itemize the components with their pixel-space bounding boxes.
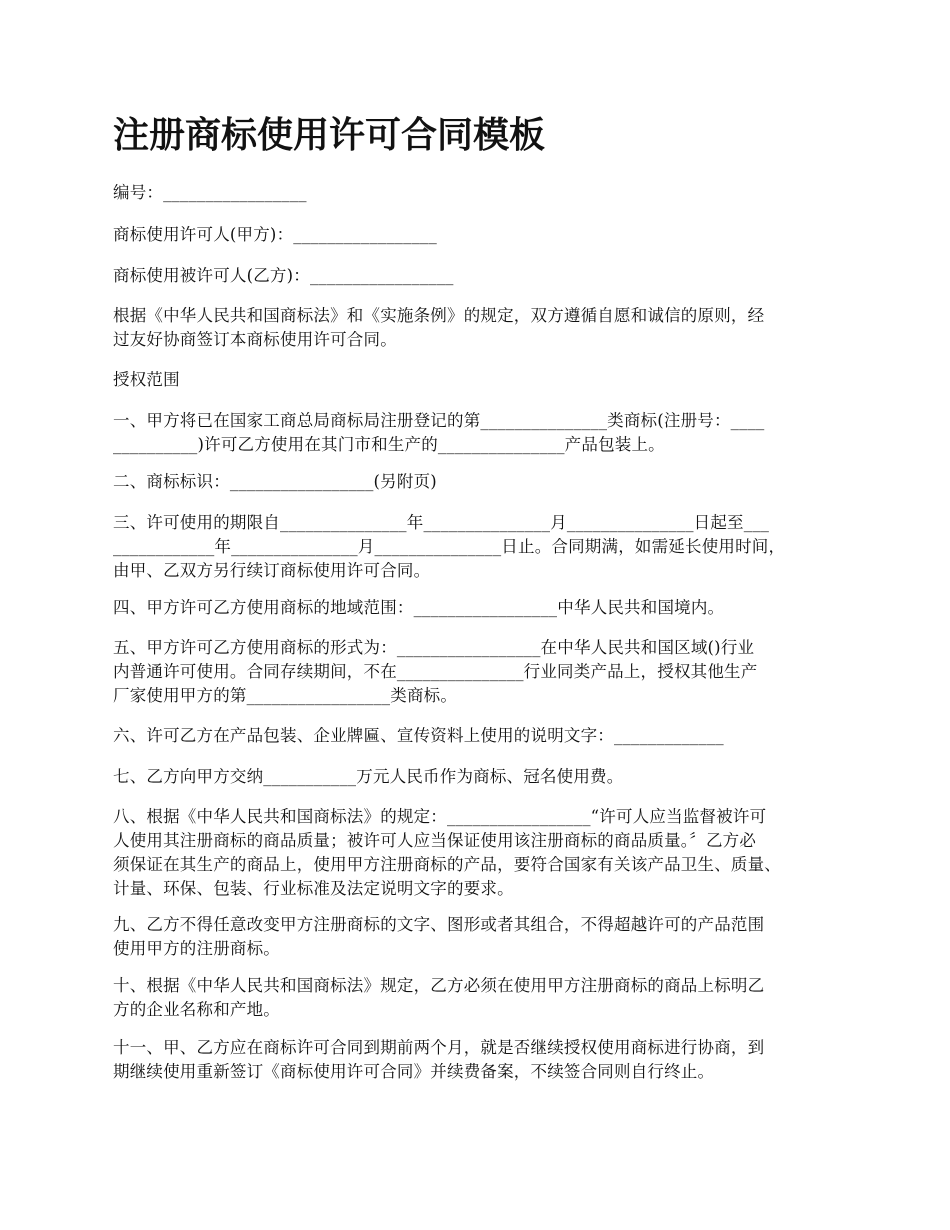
text-line: 商标使用被许可人(乙方)：_________________ (113, 266, 454, 285)
clause-3 (113, 511, 853, 583)
licensor-line (113, 223, 853, 247)
text-line: 三、许可使用的期限自_______________年_______________月_______________日起至___ (113, 513, 770, 532)
clause-11 (113, 1036, 853, 1084)
text-line: 十一、甲、乙方应在商标许可合同到期前两个月，就是否继续授权使用商标进行协商，到 (113, 1038, 765, 1057)
clause-5 (113, 636, 853, 708)
clause-4 (113, 596, 853, 620)
clause-7 (113, 765, 853, 789)
text-line: 二、商标标识：_________________(另附页) (113, 472, 437, 491)
contract-number-line (113, 181, 853, 205)
text-line: 人使用其注册商标的商品质量；被许可人应当保证使用该注册商标的商品质量。〞乙方必 (113, 831, 757, 850)
text-line: 一、甲方将已在国家工商总局商标局注册登记的第_______________类商标(注册号：____ (113, 411, 765, 430)
text-line: 四、甲方许可乙方使用商标的地域范围：_________________中华人民共和国境内。 (113, 598, 725, 617)
text-line: 八、根据《中华人民共和国商标法》的规定：_________________“许可人应当监督被许可 (113, 807, 767, 826)
licensee-line (113, 264, 853, 288)
text-line: ____________年_______________月_______________日止。合同期满，如需延长使用时间， (113, 537, 786, 556)
text-line: 九、乙方不得任意改变甲方注册商标的文字、图形或者其组合，不得超越许可的产品范围 (113, 915, 765, 934)
clause-10 (113, 974, 853, 1022)
text-line: __________)许可乙方使用在其门市和生产的_______________产品包装上。 (113, 435, 665, 454)
section-heading (113, 368, 853, 392)
text-line: 六、许可乙方在产品包装、企业牌匾、宣传资料上使用的说明文字：_____________ (113, 726, 724, 745)
clause-1 (113, 409, 853, 457)
text-line: 内普通许可使用。合同存续期间，不在_______________行业同类产品上，授权其他生产 (113, 662, 758, 681)
text-line: 须保证在其生产的商品上，使用甲方注册商标的产品，要符合国家有关该产品卫生、质量、 (113, 855, 781, 874)
text-line: 根据《中华人民共和国商标法》和《实施条例》的规定，双方遵循自愿和诚信的原则，经 (113, 306, 765, 325)
text-line: 方的企业名称和产地。 (113, 1000, 280, 1019)
text-line: 七、乙方向甲方交纳___________万元人民币作为商标、冠名使用费。 (113, 767, 624, 786)
text-line: 由甲、乙双方另行续订商标使用许可合同。 (113, 561, 431, 580)
clause-8 (113, 805, 853, 901)
text-line: 计量、环保、包装、行业标准及法定说明文字的要求。 (113, 879, 514, 898)
preamble-paragraph (113, 304, 853, 352)
text-line: 使用甲方的注册商标。 (113, 939, 280, 958)
text-line: 期继续使用重新签订《商标使用许可合同》并续费备案，不续签合同则自行终止。 (113, 1062, 715, 1081)
text-line: 商标使用许可人(甲方)：_________________ (113, 225, 437, 244)
text-line: 授权范围 (113, 370, 180, 389)
text-line: 编号：_________________ (113, 183, 307, 202)
text-line: 厂家使用甲方的第_________________类商标。 (113, 686, 458, 705)
clause-2 (113, 470, 853, 494)
text-line: 五、甲方许可乙方使用商标的形式为：_________________在中华人民共和国区域()行业 (113, 638, 755, 657)
page-title: 注册商标使用许可合同模板 (113, 115, 546, 156)
clause-9 (113, 913, 853, 961)
text-line: 十、根据《中华人民共和国商标法》规定，乙方必须在使用甲方注册商标的商品上标明乙 (113, 976, 765, 995)
text-line: 过友好协商签订本商标使用许可合同。 (113, 330, 397, 349)
clause-6 (113, 724, 853, 748)
